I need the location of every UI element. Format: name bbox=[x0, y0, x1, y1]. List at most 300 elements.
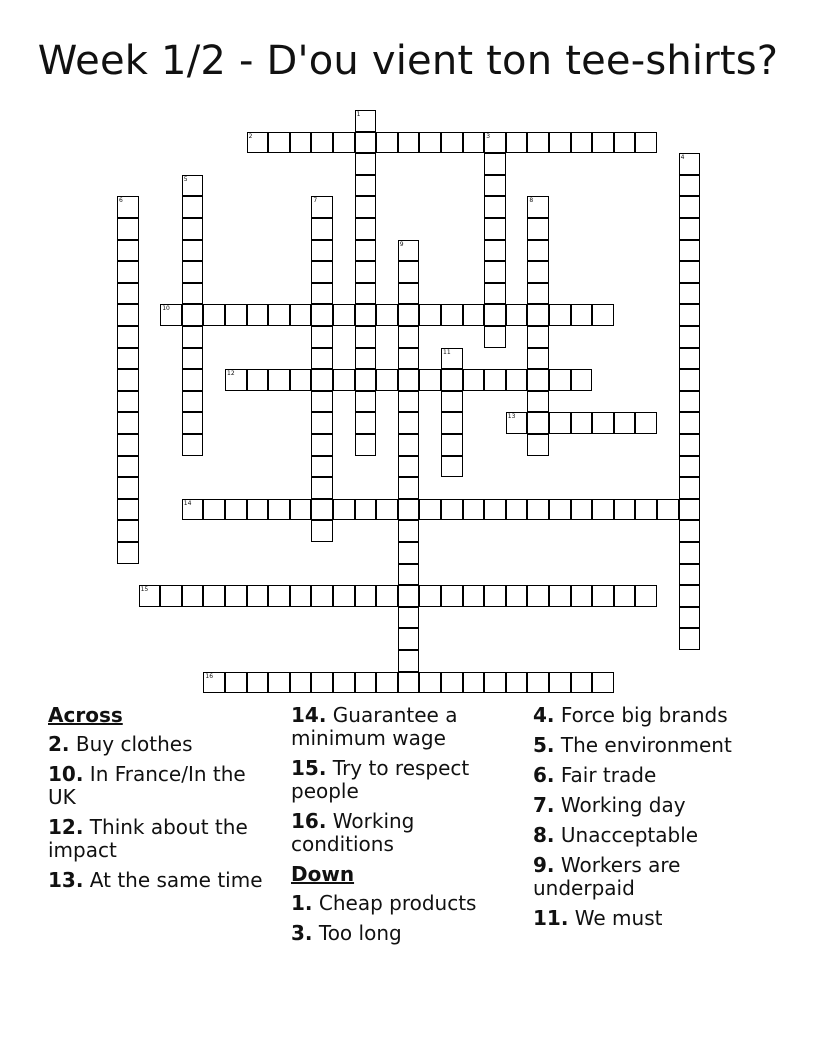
grid-cell[interactable] bbox=[527, 261, 549, 283]
grid-cell[interactable] bbox=[527, 218, 549, 240]
grid-cell[interactable] bbox=[398, 132, 420, 154]
grid-cell[interactable] bbox=[419, 369, 441, 391]
grid-cell[interactable] bbox=[398, 607, 420, 629]
grid-cell[interactable] bbox=[549, 304, 571, 326]
grid-cell[interactable] bbox=[355, 585, 377, 607]
grid-cell[interactable] bbox=[527, 585, 549, 607]
grid-cell[interactable] bbox=[679, 607, 701, 629]
grid-cell[interactable] bbox=[247, 132, 269, 154]
grid-cell[interactable] bbox=[527, 304, 549, 326]
grid-cell[interactable] bbox=[506, 499, 528, 521]
grid-cell[interactable] bbox=[355, 153, 377, 175]
grid-cell[interactable] bbox=[527, 391, 549, 413]
clue-number: 14 bbox=[183, 499, 192, 507]
grid-cell[interactable] bbox=[679, 391, 701, 413]
grid-cell[interactable] bbox=[614, 499, 636, 521]
grid-cell[interactable] bbox=[679, 240, 701, 262]
grid-cell[interactable] bbox=[614, 412, 636, 434]
grid-cell[interactable] bbox=[527, 348, 549, 370]
clue-number: 13 bbox=[507, 413, 516, 421]
grid-cell[interactable] bbox=[117, 412, 139, 434]
grid-cell[interactable] bbox=[484, 132, 506, 154]
grid-cell[interactable] bbox=[117, 261, 139, 283]
clue-number: 2 bbox=[248, 132, 253, 140]
grid-cell[interactable] bbox=[679, 628, 701, 650]
grid-cell[interactable] bbox=[679, 304, 701, 326]
clue-number-label: 13. bbox=[48, 868, 84, 892]
grid-cell[interactable] bbox=[139, 585, 161, 607]
clues-column-3 bbox=[533, 704, 773, 937]
grid-cell[interactable] bbox=[484, 304, 506, 326]
grid-cell[interactable] bbox=[657, 499, 679, 521]
grid-cell[interactable] bbox=[398, 412, 420, 434]
grid-cell[interactable] bbox=[117, 196, 139, 218]
grid-cell[interactable] bbox=[419, 672, 441, 694]
grid-cell[interactable] bbox=[441, 412, 463, 434]
grid-cell[interactable] bbox=[679, 153, 701, 175]
grid-cell[interactable] bbox=[441, 585, 463, 607]
grid-cell[interactable] bbox=[484, 153, 506, 175]
clue-text: Think about the impact bbox=[48, 815, 248, 862]
grid-cell[interactable] bbox=[117, 240, 139, 262]
grid-cell[interactable] bbox=[441, 434, 463, 456]
grid-cell[interactable] bbox=[311, 456, 333, 478]
clue-item bbox=[533, 794, 773, 817]
clue-number: 10 bbox=[162, 305, 170, 313]
grid-cell[interactable] bbox=[333, 499, 355, 521]
grid-cell[interactable] bbox=[679, 326, 701, 348]
grid-cell[interactable] bbox=[203, 499, 225, 521]
grid-cell[interactable] bbox=[398, 628, 420, 650]
grid-cell[interactable] bbox=[506, 412, 528, 434]
clue-number-label: 2. bbox=[48, 732, 70, 756]
grid-cell[interactable] bbox=[484, 175, 506, 197]
grid-cell[interactable] bbox=[441, 499, 463, 521]
grid-cell[interactable] bbox=[679, 499, 701, 521]
clue-text: At the same time bbox=[83, 868, 263, 892]
grid-cell[interactable] bbox=[679, 585, 701, 607]
grid-cell[interactable] bbox=[376, 132, 398, 154]
grid-cell[interactable] bbox=[398, 261, 420, 283]
grid-cell[interactable] bbox=[311, 477, 333, 499]
grid-cell[interactable] bbox=[484, 218, 506, 240]
grid-cell[interactable] bbox=[571, 585, 593, 607]
grid-cell[interactable] bbox=[203, 304, 225, 326]
grid-cell[interactable] bbox=[247, 672, 269, 694]
grid-cell[interactable] bbox=[311, 585, 333, 607]
grid-cell[interactable] bbox=[117, 283, 139, 305]
grid-cell[interactable] bbox=[311, 283, 333, 305]
clue-item bbox=[291, 704, 521, 750]
grid-cell[interactable] bbox=[182, 283, 204, 305]
grid-cell[interactable] bbox=[355, 412, 377, 434]
grid-cell[interactable] bbox=[290, 132, 312, 154]
grid-cell[interactable] bbox=[311, 499, 333, 521]
grid-cell[interactable] bbox=[117, 326, 139, 348]
grid-cell[interactable] bbox=[571, 672, 593, 694]
clue-number-label: 1. bbox=[291, 891, 313, 915]
grid-cell[interactable] bbox=[484, 240, 506, 262]
grid-cell[interactable] bbox=[182, 412, 204, 434]
grid-cell[interactable] bbox=[311, 218, 333, 240]
grid-cell[interactable] bbox=[160, 304, 182, 326]
grid-cell[interactable] bbox=[117, 369, 139, 391]
grid-cell[interactable] bbox=[311, 369, 333, 391]
grid-cell[interactable] bbox=[225, 499, 247, 521]
grid-cell[interactable] bbox=[311, 240, 333, 262]
clue-text: Buy clothes bbox=[69, 732, 193, 756]
grid-cell[interactable] bbox=[398, 240, 420, 262]
clue-number: 1 bbox=[356, 111, 361, 118]
grid-cell[interactable] bbox=[441, 391, 463, 413]
grid-cell[interactable] bbox=[355, 672, 377, 694]
grid-cell[interactable] bbox=[398, 650, 420, 672]
grid-cell[interactable] bbox=[182, 261, 204, 283]
grid-cell[interactable] bbox=[463, 369, 485, 391]
grid-cell[interactable] bbox=[592, 412, 614, 434]
grid-cell[interactable] bbox=[549, 132, 571, 154]
clue-number-label: 16. bbox=[291, 809, 327, 833]
clue-number-label: 15. bbox=[291, 756, 327, 780]
grid-cell[interactable] bbox=[398, 304, 420, 326]
clue-number-label: 3. bbox=[291, 921, 313, 945]
grid-cell[interactable] bbox=[398, 391, 420, 413]
grid-cell[interactable] bbox=[398, 564, 420, 586]
grid-cell[interactable] bbox=[182, 304, 204, 326]
grid-cell[interactable] bbox=[441, 348, 463, 370]
grid-cell[interactable] bbox=[311, 348, 333, 370]
grid-cell[interactable] bbox=[463, 499, 485, 521]
grid-cell[interactable] bbox=[398, 369, 420, 391]
grid-cell[interactable] bbox=[247, 499, 269, 521]
grid-cell[interactable] bbox=[268, 585, 290, 607]
grid-cell[interactable] bbox=[463, 132, 485, 154]
grid-cell[interactable] bbox=[225, 672, 247, 694]
grid-cell[interactable] bbox=[679, 369, 701, 391]
grid-cell[interactable] bbox=[355, 434, 377, 456]
grid-cell[interactable] bbox=[484, 672, 506, 694]
grid-cell[interactable] bbox=[355, 304, 377, 326]
grid-cell[interactable] bbox=[225, 585, 247, 607]
grid-cell[interactable] bbox=[484, 196, 506, 218]
grid-cell[interactable] bbox=[376, 304, 398, 326]
grid-cell[interactable] bbox=[311, 196, 333, 218]
grid-cell[interactable] bbox=[549, 585, 571, 607]
grid-cell[interactable] bbox=[592, 304, 614, 326]
grid-cell[interactable] bbox=[290, 499, 312, 521]
grid-cell[interactable] bbox=[290, 585, 312, 607]
clue-item bbox=[533, 704, 773, 727]
grid-cell[interactable] bbox=[398, 585, 420, 607]
grid-cell[interactable] bbox=[527, 499, 549, 521]
grid-cell[interactable] bbox=[527, 196, 549, 218]
grid-cell[interactable] bbox=[333, 585, 355, 607]
grid-cell[interactable] bbox=[311, 672, 333, 694]
grid-cell[interactable] bbox=[398, 499, 420, 521]
grid-cell[interactable] bbox=[463, 304, 485, 326]
grid-cell[interactable] bbox=[182, 434, 204, 456]
grid-cell[interactable] bbox=[355, 132, 377, 154]
grid-cell[interactable] bbox=[290, 369, 312, 391]
grid-cell[interactable] bbox=[592, 585, 614, 607]
grid-cell[interactable] bbox=[117, 477, 139, 499]
grid-cell[interactable] bbox=[506, 132, 528, 154]
grid-cell[interactable] bbox=[355, 110, 377, 132]
grid-cell[interactable] bbox=[290, 672, 312, 694]
grid-cell[interactable] bbox=[506, 672, 528, 694]
grid-cell[interactable] bbox=[333, 672, 355, 694]
grid-cell[interactable] bbox=[419, 499, 441, 521]
grid-cell[interactable] bbox=[247, 585, 269, 607]
grid-cell[interactable] bbox=[355, 261, 377, 283]
clue-number-label: 5. bbox=[533, 733, 555, 757]
clue-number: 7 bbox=[313, 197, 318, 205]
grid-cell[interactable] bbox=[441, 132, 463, 154]
clue-item bbox=[291, 892, 521, 915]
grid-cell[interactable] bbox=[355, 240, 377, 262]
grid-cell[interactable] bbox=[182, 348, 204, 370]
grid-cell[interactable] bbox=[679, 564, 701, 586]
grid-cell[interactable] bbox=[182, 499, 204, 521]
clue-text: Too long bbox=[312, 921, 402, 945]
grid-cell[interactable] bbox=[484, 499, 506, 521]
grid-cell[interactable] bbox=[419, 132, 441, 154]
clue-item bbox=[48, 869, 278, 892]
grid-cell[interactable] bbox=[571, 132, 593, 154]
grid-cell[interactable] bbox=[333, 132, 355, 154]
grid-cell[interactable] bbox=[679, 542, 701, 564]
grid-cell[interactable] bbox=[527, 369, 549, 391]
grid-cell[interactable] bbox=[592, 132, 614, 154]
grid-cell[interactable] bbox=[527, 672, 549, 694]
clue-text: Workers are underpaid bbox=[533, 853, 681, 900]
clue-item bbox=[291, 810, 521, 856]
grid-cell[interactable] bbox=[355, 369, 377, 391]
grid-cell[interactable] bbox=[311, 412, 333, 434]
grid-cell[interactable] bbox=[225, 369, 247, 391]
grid-cell[interactable] bbox=[635, 132, 657, 154]
grid-cell[interactable] bbox=[117, 542, 139, 564]
grid-cell[interactable] bbox=[506, 585, 528, 607]
grid-cell[interactable] bbox=[117, 456, 139, 478]
grid-cell[interactable] bbox=[355, 348, 377, 370]
grid-cell[interactable] bbox=[355, 326, 377, 348]
grid-cell[interactable] bbox=[679, 283, 701, 305]
grid-cell[interactable] bbox=[527, 132, 549, 154]
grid-cell[interactable] bbox=[679, 196, 701, 218]
clue-text: Working day bbox=[554, 793, 686, 817]
grid-cell[interactable] bbox=[527, 412, 549, 434]
clue-number-label: 10. bbox=[48, 762, 84, 786]
grid-cell[interactable] bbox=[679, 175, 701, 197]
grid-cell[interactable] bbox=[311, 132, 333, 154]
clue-number: 6 bbox=[119, 197, 123, 205]
clue-number: 15 bbox=[140, 586, 149, 594]
grid-cell[interactable] bbox=[679, 434, 701, 456]
grid-cell[interactable] bbox=[679, 477, 701, 499]
grid-cell[interactable] bbox=[679, 218, 701, 240]
clue-number: 12 bbox=[227, 370, 235, 378]
grid-cell[interactable] bbox=[549, 369, 571, 391]
grid-cell[interactable] bbox=[117, 304, 139, 326]
grid-cell[interactable] bbox=[635, 499, 657, 521]
grid-cell[interactable] bbox=[635, 412, 657, 434]
grid-cell[interactable] bbox=[398, 283, 420, 305]
grid-cell[interactable] bbox=[484, 369, 506, 391]
grid-cell[interactable] bbox=[441, 369, 463, 391]
grid-cell[interactable] bbox=[160, 585, 182, 607]
grid-cell[interactable] bbox=[571, 304, 593, 326]
grid-cell[interactable] bbox=[268, 132, 290, 154]
grid-cell[interactable] bbox=[527, 283, 549, 305]
clue-text: Try to respect people bbox=[291, 756, 470, 803]
grid-cell[interactable] bbox=[182, 240, 204, 262]
grid-cell[interactable] bbox=[203, 585, 225, 607]
grid-cell[interactable] bbox=[571, 369, 593, 391]
grid-cell[interactable] bbox=[182, 391, 204, 413]
grid-cell[interactable] bbox=[376, 585, 398, 607]
grid-cell[interactable] bbox=[268, 672, 290, 694]
grid-cell[interactable] bbox=[182, 369, 204, 391]
grid-cell[interactable] bbox=[398, 520, 420, 542]
grid-cell[interactable] bbox=[614, 585, 636, 607]
grid-cell[interactable] bbox=[549, 672, 571, 694]
grid-cell[interactable] bbox=[333, 369, 355, 391]
grid-cell[interactable] bbox=[182, 326, 204, 348]
grid-cell[interactable] bbox=[355, 175, 377, 197]
grid-cell[interactable] bbox=[441, 456, 463, 478]
grid-cell[interactable] bbox=[117, 348, 139, 370]
grid-cell[interactable] bbox=[117, 218, 139, 240]
grid-cell[interactable] bbox=[419, 585, 441, 607]
grid-cell[interactable] bbox=[441, 672, 463, 694]
grid-cell[interactable] bbox=[268, 499, 290, 521]
clue-text: Guarantee a minimum wage bbox=[291, 703, 458, 750]
grid-cell[interactable] bbox=[182, 585, 204, 607]
clue-number-label: 11. bbox=[533, 906, 569, 930]
grid-cell[interactable] bbox=[355, 499, 377, 521]
grid-cell[interactable] bbox=[463, 585, 485, 607]
clue-number: 16 bbox=[205, 672, 214, 680]
clue-number-label: 4. bbox=[533, 703, 555, 727]
clue-number-label: 12. bbox=[48, 815, 84, 839]
clue-text: In France/In the UK bbox=[48, 762, 246, 809]
grid-cell[interactable] bbox=[484, 283, 506, 305]
grid-cell[interactable] bbox=[290, 304, 312, 326]
grid-cell[interactable] bbox=[484, 326, 506, 348]
clue-item bbox=[533, 907, 773, 930]
grid-cell[interactable] bbox=[463, 672, 485, 694]
grid-cell[interactable] bbox=[549, 412, 571, 434]
grid-cell[interactable] bbox=[398, 672, 420, 694]
clue-text: Cheap products bbox=[312, 891, 477, 915]
grid-cell[interactable] bbox=[398, 326, 420, 348]
grid-cell[interactable] bbox=[376, 672, 398, 694]
grid-cell[interactable] bbox=[527, 326, 549, 348]
across-heading: Across bbox=[48, 703, 123, 727]
grid-cell[interactable] bbox=[398, 456, 420, 478]
grid-cell[interactable] bbox=[398, 434, 420, 456]
clue-item bbox=[48, 763, 278, 809]
grid-cell[interactable] bbox=[311, 261, 333, 283]
grid-cell[interactable] bbox=[117, 520, 139, 542]
grid-cell[interactable] bbox=[355, 196, 377, 218]
clue-item bbox=[48, 733, 278, 756]
grid-cell[interactable] bbox=[679, 348, 701, 370]
grid-cell[interactable] bbox=[311, 326, 333, 348]
grid-cell[interactable] bbox=[484, 261, 506, 283]
clue-number: 3 bbox=[486, 132, 491, 140]
grid-cell[interactable] bbox=[247, 304, 269, 326]
grid-cell[interactable] bbox=[311, 434, 333, 456]
clue-text: Force big brands bbox=[554, 703, 728, 727]
grid-cell[interactable] bbox=[182, 218, 204, 240]
grid-cell[interactable] bbox=[203, 672, 225, 694]
grid-cell[interactable] bbox=[679, 261, 701, 283]
grid-cell[interactable] bbox=[182, 196, 204, 218]
clue-item bbox=[533, 854, 773, 900]
grid-cell[interactable] bbox=[679, 520, 701, 542]
grid-cell[interactable] bbox=[549, 499, 571, 521]
grid-cell[interactable] bbox=[527, 434, 549, 456]
grid-cell[interactable] bbox=[592, 672, 614, 694]
clues-column-2 bbox=[291, 704, 521, 952]
grid-cell[interactable] bbox=[419, 304, 441, 326]
grid-cell[interactable] bbox=[506, 369, 528, 391]
grid-cell[interactable] bbox=[311, 520, 333, 542]
clue-text: We must bbox=[568, 906, 663, 930]
grid-cell[interactable] bbox=[355, 218, 377, 240]
grid-cell[interactable] bbox=[614, 132, 636, 154]
page-title: Week 1/2 - D'ou vient ton tee-shirts? bbox=[37, 38, 779, 84]
clue-text: Working conditions bbox=[291, 809, 415, 856]
clue-number-label: 8. bbox=[533, 823, 555, 847]
grid-cell[interactable] bbox=[679, 412, 701, 434]
grid-cell[interactable] bbox=[398, 348, 420, 370]
grid-cell[interactable] bbox=[679, 456, 701, 478]
grid-cell[interactable] bbox=[247, 369, 269, 391]
grid-cell[interactable] bbox=[117, 434, 139, 456]
grid-cell[interactable] bbox=[376, 499, 398, 521]
grid-cell[interactable] bbox=[592, 499, 614, 521]
grid-cell[interactable] bbox=[635, 585, 657, 607]
grid-cell[interactable] bbox=[355, 391, 377, 413]
grid-cell[interactable] bbox=[376, 369, 398, 391]
grid-cell[interactable] bbox=[117, 499, 139, 521]
grid-cell[interactable] bbox=[441, 304, 463, 326]
clue-number-label: 14. bbox=[291, 703, 327, 727]
grid-cell[interactable] bbox=[268, 369, 290, 391]
grid-cell[interactable] bbox=[571, 499, 593, 521]
grid-cell[interactable] bbox=[117, 391, 139, 413]
grid-cell[interactable] bbox=[333, 304, 355, 326]
grid-cell[interactable] bbox=[311, 391, 333, 413]
grid-cell[interactable] bbox=[398, 477, 420, 499]
grid-cell[interactable] bbox=[182, 175, 204, 197]
clue-number: 11 bbox=[443, 348, 451, 356]
grid-cell[interactable] bbox=[268, 304, 290, 326]
grid-cell[interactable] bbox=[506, 304, 528, 326]
grid-cell[interactable] bbox=[484, 585, 506, 607]
clue-item bbox=[291, 757, 521, 803]
grid-cell[interactable] bbox=[311, 304, 333, 326]
down-heading: Down bbox=[291, 862, 355, 886]
grid-cell[interactable] bbox=[225, 304, 247, 326]
grid-cell[interactable] bbox=[527, 240, 549, 262]
grid-cell[interactable] bbox=[571, 412, 593, 434]
grid-cell[interactable] bbox=[355, 283, 377, 305]
grid-cell[interactable] bbox=[398, 542, 420, 564]
